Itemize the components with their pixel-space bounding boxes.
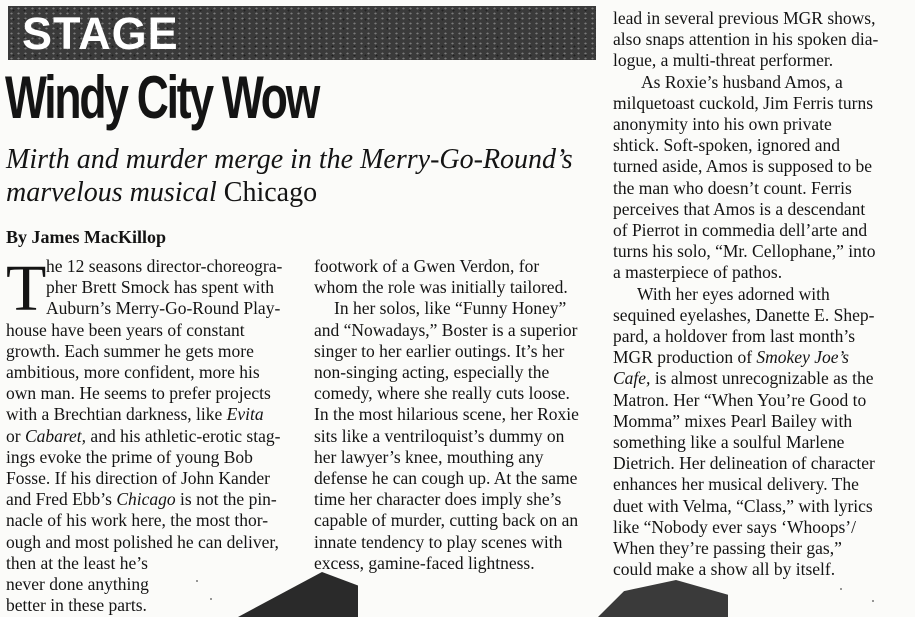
text-line: pard, a holdover from last month’s: [613, 326, 856, 347]
deck: [6, 143, 606, 209]
text-line: whom the role was initially tailored.: [314, 277, 568, 298]
text-line: As Roxie’s husband Amos, a: [641, 71, 843, 92]
text-segment: and Fred Ebb’s: [6, 489, 112, 510]
text-line: Matron. Her “When You’re Good to: [613, 389, 867, 410]
text-line: also snaps attention in his spoken dia-: [613, 29, 879, 50]
article-column-2: [314, 256, 604, 574]
text-line: a masterpiece of pathos.: [613, 262, 783, 283]
text-line: innate tendency to play scenes with: [314, 531, 563, 552]
text-segment: is not the pin-: [180, 489, 277, 510]
scan-speck: [840, 588, 842, 590]
text-segment: and his athletic-erotic stag-: [90, 425, 281, 446]
section-label: STAGE: [22, 8, 179, 59]
text-line: sequined eyelashes, Danette E. Shep-: [613, 304, 875, 325]
article-column-3: [613, 8, 913, 580]
article-column-1: [6, 252, 306, 616]
text-line: better in these parts.: [6, 595, 147, 616]
text-line: something like a soulful Marlene: [613, 432, 845, 453]
text-line: ambitious, more confident, more his: [6, 362, 260, 383]
text-line: the man who doesn’t count. Ferris: [613, 177, 852, 198]
text-line: anonymity into his own private: [613, 114, 832, 135]
text-line: defense he can cough up. At the same: [314, 468, 578, 489]
text-line: of Pierrot in commedia dell’arte and: [613, 220, 868, 241]
text-line: logue, a multi-threat performer.: [613, 50, 834, 71]
text-line: and “Nowadays,” Boster is a superior: [314, 319, 578, 340]
text-line: When they’re passing their gas,”: [613, 538, 842, 559]
text-line: ings evoke the prime of young Bob: [6, 446, 253, 467]
title-cafe: Cafe,: [613, 368, 651, 389]
scan-speck: [210, 598, 212, 600]
text-line: duet with Velma, “Class,” with lyrics: [613, 495, 873, 516]
text-line: In the most hilarious scene, her Roxie: [314, 404, 579, 425]
text-line: he 12 seasons director-choreogra-: [46, 256, 283, 276]
section-banner: [8, 6, 596, 60]
text-line: shtick. Soft-spoken, ignored and: [613, 135, 840, 156]
text-segment: is almost unrecognizable as the: [654, 368, 874, 389]
text-line: ough and most polished he can deliver,: [6, 531, 279, 552]
text-line: turns his solo, “Mr. Cellophane,” into: [613, 241, 876, 262]
text-line: [6, 404, 306, 425]
text-line: growth. Each summer he gets more: [6, 340, 254, 361]
deck-italic: Mirth and murder merge in the Merry-Go-Round’s marvelous musical: [6, 144, 573, 208]
text-line: [613, 347, 913, 368]
photo-fragment-right: [598, 580, 728, 617]
scan-speck: [196, 580, 198, 582]
text-segment: MGR production of: [613, 347, 753, 368]
text-line: time her character does imply she’s: [314, 489, 562, 510]
headline: Windy City Wow: [5, 64, 319, 131]
text-line: could make a show all by itself.: [613, 559, 836, 580]
text-line: singer to her earlier outings. It’s her: [314, 340, 565, 361]
text-line: then at the least he’s: [6, 552, 148, 573]
scan-speck: [872, 600, 874, 602]
text-line: own man. He seems to prefer projects: [6, 383, 271, 404]
text-line: non-singing acting, especially the: [314, 362, 550, 383]
text-line: sits like a ventriloquist’s dummy on: [314, 425, 565, 446]
deck-title: Chicago: [223, 177, 318, 208]
text-line: [613, 368, 913, 389]
text-segment: with a Brechtian darkness, like: [6, 404, 223, 425]
text-line: perceives that Amos is a descendant: [613, 198, 866, 219]
text-line: like “Nobody ever says ‘Whoops’/: [613, 516, 856, 537]
text-line: lead in several previous MGR shows,: [613, 8, 876, 28]
byline: By James MacKillop: [6, 227, 166, 247]
text-line: house have been years of constant: [6, 319, 245, 340]
text-line: comedy, where she really cuts loose.: [314, 383, 570, 404]
text-line: capable of murder, cutting back on an: [314, 510, 579, 531]
text-line: pher Brett Smock has spent with: [46, 277, 274, 298]
text-line: [6, 426, 306, 447]
title-cabaret: Cabaret,: [24, 425, 87, 446]
text-line: Dietrich. Her delineation of character: [613, 453, 875, 474]
drop-cap: T: [6, 252, 47, 325]
text-line: enhances her musical delivery. The: [613, 474, 859, 495]
text-segment: or: [6, 425, 21, 446]
text-line: turned aside, Amos is supposed to be: [613, 156, 873, 177]
title-evita: Evita: [226, 404, 264, 425]
text-line: With her eyes adorned with: [637, 283, 830, 304]
text-line: In her solos, like “Funny Honey”: [334, 298, 567, 319]
text-line: footwork of a Gwen Verdon, for: [314, 256, 540, 276]
text-line: milquetoast cuckold, Jim Ferris turns: [613, 92, 874, 113]
title-smokey-joes: Smokey Joe’s: [756, 347, 849, 368]
text-line: [6, 489, 306, 510]
text-line: excess, gamine-faced lightness.: [314, 552, 535, 573]
text-line: Fosse. If his direction of John Kander: [6, 468, 270, 489]
text-line: nacle of his work here, the most thor-: [6, 510, 269, 531]
title-chicago: Chicago: [116, 489, 176, 510]
text-line: her lawyer’s knee, mouthing any: [314, 446, 544, 467]
text-line: Momma” mixes Pearl Bailey with: [613, 410, 853, 431]
text-line: Auburn’s Merry-Go-Round Play-: [46, 298, 281, 319]
text-line: never done anything: [6, 574, 149, 595]
